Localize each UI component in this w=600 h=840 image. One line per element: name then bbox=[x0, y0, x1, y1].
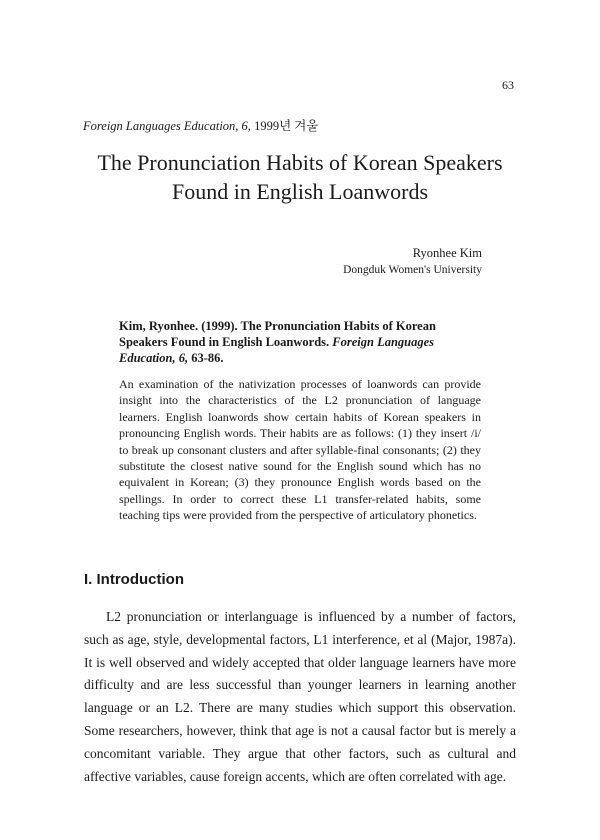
citation-prefix: Kim, Ryonhee. (1999). The Pronunciation Habits of Korean Speakers Found in English Loanwords. bbox=[119, 319, 436, 349]
page-number: 63 bbox=[502, 78, 514, 92]
journal-header bbox=[83, 116, 318, 134]
journal-name: Foreign Languages Education, 6, bbox=[83, 119, 251, 133]
citation-journal: Foreign Languages Education, 6, bbox=[119, 335, 435, 365]
title-line-2: Found in English Loanwords bbox=[171, 179, 429, 204]
journal-date: 1999년 겨울 bbox=[254, 119, 319, 133]
introduction-paragraph: L2 pronunciation or interlanguage is influenced by a number of factors, such as age, style, developmental factors, L1 interference, et al (Major, 1987a). It is well observed and widely accepted that older language learners have more difficulty and are less successful than younger learners in learning another language or an L2. There are many studies which support this observation. Some researchers, however, think that age is not a causal factor but is merely a concomitant variable. They argue that other factors, such as cultural and affective variables, cause foreign accents, which are often correlated with age. bbox=[84, 609, 516, 784]
citation-pages: 63-86. bbox=[191, 351, 224, 365]
abstract: An examination of the nativization processes of loanwords can provide insight into the characteristics of the L2 pronunciation of language learners. English loanwords show certain habits of Korean speakers in pronouncing English words. Their habits are as follows: (1) they insert /i/ to break up consonant clusters and after syllable-final consonants; (2) they substitute the closest native sound for the English sound which has no equivalent in Korean; (3) they pronounce English words based on the spellings. In order to correct these L1 transfer-related habits, some teaching tips were provided from the perspective of articulatory phonetics. bbox=[119, 377, 481, 523]
author-name: Ryonhee Kim bbox=[412, 246, 482, 260]
section-heading: I. Introduction bbox=[84, 571, 184, 588]
paper-title bbox=[0, 148, 600, 206]
title-line-1: The Pronunciation Habits of Korean Speakers bbox=[97, 150, 503, 175]
citation bbox=[119, 318, 481, 366]
author-affiliation: Dongduk Women's University bbox=[343, 264, 482, 276]
